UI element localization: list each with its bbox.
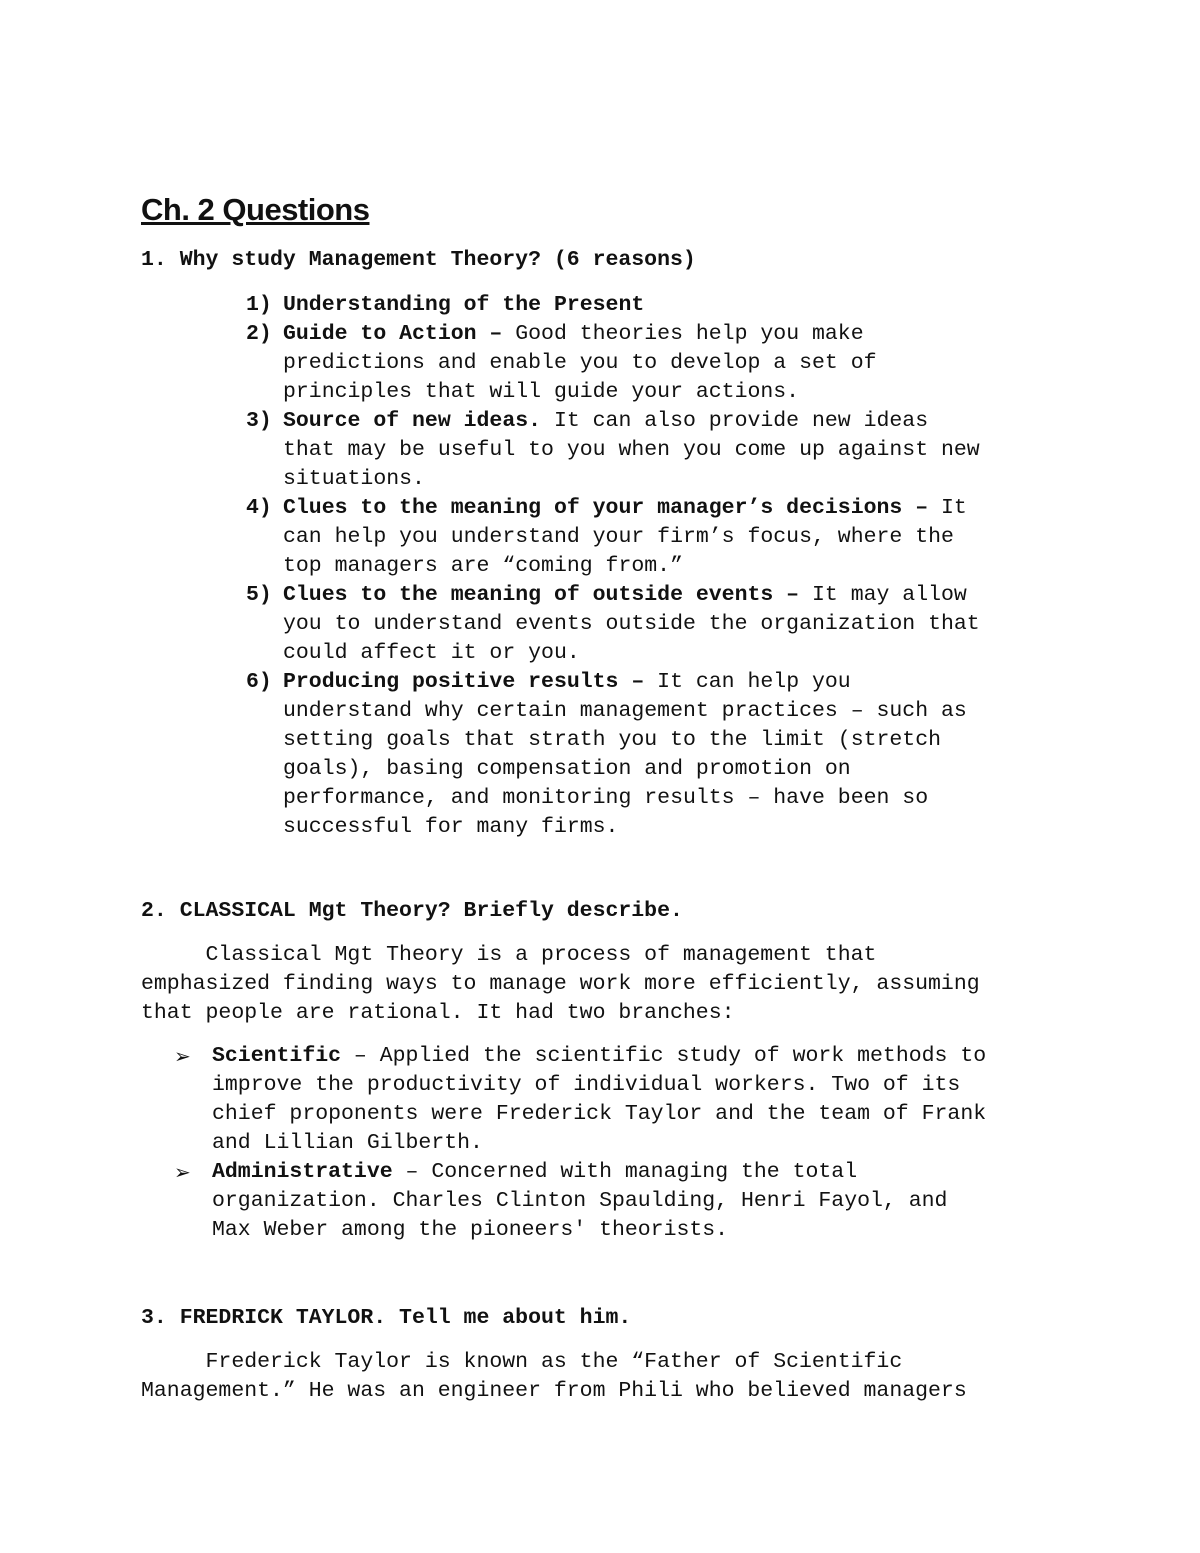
list-item [246,407,1076,494]
item-text: predictions and enable you to develop a set of [283,351,877,375]
paragraph-line: emphasized finding ways to manage work more efficiently, assuming [141,972,980,996]
item-text: – Concerned with managing the total [392,1160,858,1184]
item-text: It can also provide new ideas [541,409,929,433]
item-text: Max Weber among the pioneers' theorists. [212,1218,729,1242]
item-text: top managers are “coming from.” [283,554,683,578]
branches-list [174,1042,1074,1245]
item-text: that may be useful to you when you come up against new [283,438,980,462]
item-text: situations. [283,467,425,491]
item-text: setting goals that strath you to the limit (stretch [283,728,942,752]
item-text: could affect it or you. [283,641,580,665]
page-title: Ch. 2 Questions [141,192,370,227]
item-heading: Understanding of the Present [283,293,645,317]
item-heading: Scientific [212,1044,342,1068]
question-3-heading: 3. FREDRICK TAYLOR. Tell me about him. [141,1306,632,1330]
question-2-heading: 2. CLASSICAL Mgt Theory? Briefly describe. [141,899,683,923]
item-number: 4) [246,496,272,520]
item-number: 2) [246,322,272,346]
item-heading: Administrative [212,1160,393,1184]
item-text: It [928,496,967,520]
item-number: 3) [246,409,272,433]
item-text: chief proponents were Frederick Taylor and the team of Frank [212,1102,987,1126]
question-2-paragraph [141,941,1081,1028]
question-3-paragraph [141,1348,1081,1406]
item-text: you to understand events outside the organization that [283,612,980,636]
item-heading: Clues to the meaning of your manager’s decisions – [283,496,929,520]
paragraph-line: Frederick Taylor is known as the “Father of Scientific [141,1350,903,1374]
item-heading: Source of new ideas. [283,409,542,433]
list-item [246,494,1076,581]
item-heading: Producing positive results – [283,670,645,694]
list-item [246,668,1076,842]
item-text: goals), basing compensation and promotion on [283,757,851,781]
item-text: It may allow [799,583,967,607]
arrow-bullet-icon: ➢ [174,1160,191,1184]
arrow-bullet-icon: ➢ [174,1044,191,1068]
list-item [246,291,1076,320]
item-number: 5) [246,583,272,607]
item-text: organization. Charles Clinton Spaulding, Henri Fayol, and [212,1189,948,1213]
list-item [174,1158,1074,1245]
list-item [246,581,1076,668]
paragraph-line: Management.” He was an engineer from Phili who believed managers [141,1379,967,1403]
item-text: Good theories help you make [502,322,864,346]
item-number: 1) [246,293,272,317]
list-item [246,320,1076,407]
item-heading: Clues to the meaning of outside events – [283,583,800,607]
item-text: can help you understand your firm’s focus, where the [283,525,954,549]
item-text: It can help you [644,670,851,694]
item-text: improve the productivity of individual workers. Two of its [212,1073,961,1097]
list-item [174,1042,1074,1158]
item-heading: Guide to Action – [283,322,503,346]
item-text: understand why certain management practices – such as [283,699,967,723]
paragraph-line: Classical Mgt Theory is a process of management that [141,943,877,967]
item-number: 6) [246,670,272,694]
reasons-list [246,291,1076,842]
item-text: performance, and monitoring results – have been so [283,786,929,810]
item-text: successful for many firms. [283,815,619,839]
item-text: and Lillian Gilberth. [212,1131,483,1155]
paragraph-line: that people are rational. It had two branches: [141,1001,735,1025]
item-text: – Applied the scientific study of work methods to [341,1044,987,1068]
item-text: principles that will guide your actions. [283,380,800,404]
question-1-heading: 1. Why study Management Theory? (6 reasons) [141,248,696,272]
